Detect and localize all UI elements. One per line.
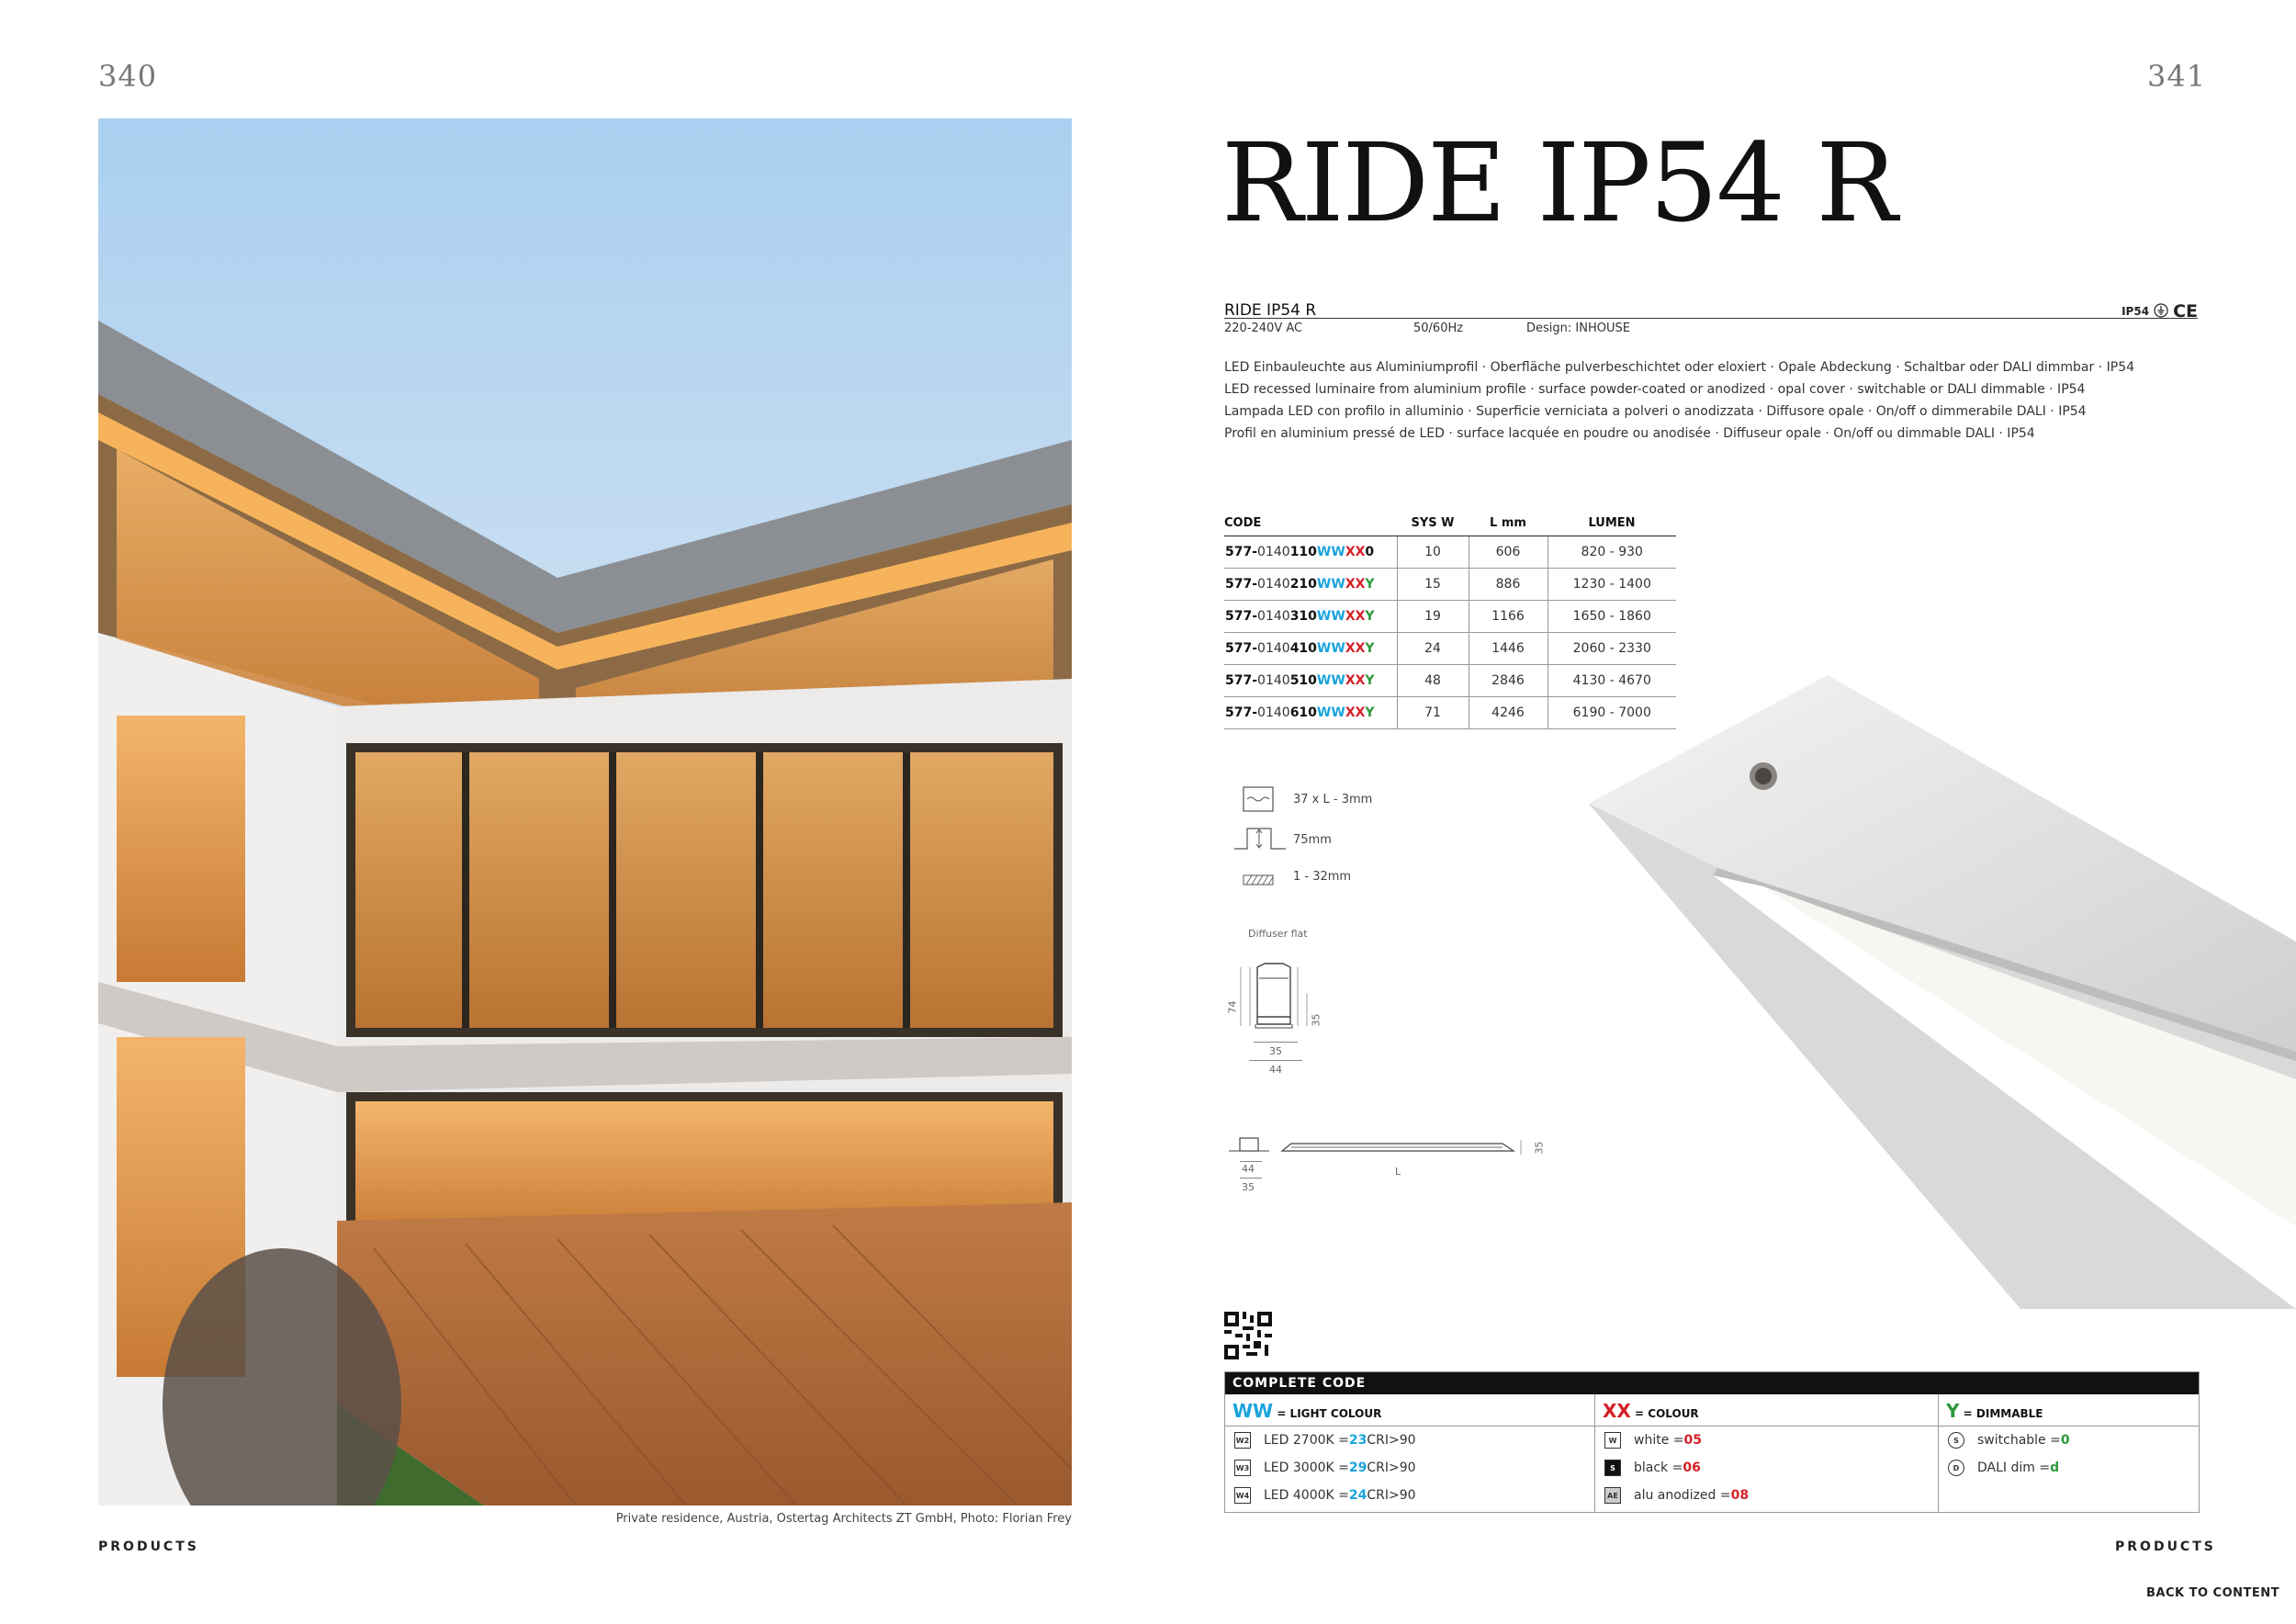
list-item: S switchable = 0: [1939, 1427, 2199, 1454]
list-item: AE alu anodized = 08: [1595, 1482, 1938, 1509]
list-item: W3 LED 3000K = 29 CRI>90: [1235, 1460, 1416, 1475]
list-item: W2 LED 2700K = 23 CRI>90: [1235, 1433, 1416, 1448]
length-cell: 886: [1469, 569, 1548, 601]
lumen-cell: 2060 - 2330: [1548, 633, 1676, 665]
page-number-left: 340: [98, 59, 158, 94]
list-item: D DALI dim = d: [1939, 1454, 2199, 1482]
description-fr: Profil en aluminium pressé de LED · surface lacquée en poudre ou anodisée · Diffuseur opale · On/off ou dimmable DALI · IP54: [1224, 426, 2035, 441]
lumen-cell: 820 - 930: [1548, 536, 1676, 569]
dim-length-L: L: [1395, 1166, 1401, 1178]
dim-height-35: 35: [1310, 1013, 1322, 1027]
certifications: [2122, 301, 2198, 321]
colour-options: [1595, 1426, 1938, 1509]
ce-mark: CE: [2173, 301, 2198, 321]
length-cell: 2846: [1469, 665, 1548, 697]
light-colour-title: WW = LIGHT COLOUR: [1232, 1400, 1382, 1422]
switchable-icon: S: [1948, 1432, 1964, 1449]
light-colour-column: [1225, 1394, 1595, 1512]
dimmable-title: Y = DIMMABLE: [1946, 1400, 2043, 1422]
w4-icon: W4: [1234, 1487, 1251, 1504]
back-to-content-link[interactable]: BACK TO CONTENT: [2146, 1586, 2280, 1600]
header-code: CODE: [1224, 513, 1397, 536]
code-cell: 577-0140110WWXX0: [1224, 536, 1397, 569]
length-cell: 1166: [1469, 601, 1548, 633]
table-row: [1224, 536, 1676, 569]
watt-cell: 71: [1397, 697, 1469, 729]
list-item: W white = 05: [1595, 1427, 1938, 1454]
watt-cell: 19: [1397, 601, 1469, 633]
watt-cell: 10: [1397, 536, 1469, 569]
colour-column: [1595, 1394, 1939, 1512]
dim-side-35: 35: [1533, 1141, 1546, 1155]
list-item: S black = 06: [1595, 1454, 1938, 1482]
length-cell: 4246: [1469, 697, 1548, 729]
dim-line-side-44: [1240, 1161, 1262, 1162]
spec-voltage: 220-240V AC: [1224, 321, 1303, 335]
description-it: Lampada LED con profilo in alluminio · Superficie verniciata a polveri o anodizzata · Diffusore opale · On/off o dimmerabile DALI · IP54: [1224, 404, 2087, 419]
product-name: RIDE IP54 R: [1224, 301, 1317, 320]
watt-cell: 15: [1397, 569, 1469, 601]
code-cell: 577-0140410WWXXY: [1224, 633, 1397, 665]
complete-code-box: [1224, 1371, 2200, 1513]
page-number-right: 341: [2147, 59, 2207, 94]
architecture-photo: [98, 118, 1072, 1506]
table-row: [1224, 633, 1676, 665]
footer-left: PRODUCTS: [98, 1539, 199, 1554]
product-descriptions: [1224, 356, 2134, 445]
length-cell: 606: [1469, 536, 1548, 569]
dim-width-44: 44: [1269, 1064, 1282, 1076]
luminaire-product-image: [1589, 666, 2296, 1327]
table-row: [1224, 601, 1676, 633]
code-cell: 577-0140210WWXXY: [1224, 569, 1397, 601]
earth-icon: [2154, 303, 2168, 321]
spec-design: Design: INHOUSE: [1526, 321, 1630, 335]
ceiling-thickness-icon: [1243, 872, 1274, 889]
lumen-cell: 1230 - 1400: [1548, 569, 1676, 601]
black-swatch-icon: S: [1604, 1460, 1621, 1476]
header-length: L mm: [1469, 513, 1548, 536]
code-cell: 577-0140310WWXXY: [1224, 601, 1397, 633]
alu-swatch-icon: AE: [1604, 1487, 1621, 1504]
colour-title: XX = COLOUR: [1603, 1400, 1699, 1422]
side-view-drawing: [1227, 1134, 1539, 1166]
qr-code[interactable]: [1224, 1312, 1272, 1363]
ceiling-thickness: 1 - 32mm: [1293, 870, 1352, 884]
lumen-cell: 1650 - 1860: [1548, 601, 1676, 633]
complete-code-title: COMPLETE CODE: [1225, 1372, 2199, 1394]
description-en: LED recessed luminaire from aluminium profile · surface powder-coated or anodized · opal cover · switchable or DALI dimmable · IP54: [1224, 382, 2086, 397]
table-row: [1224, 569, 1676, 601]
list-item: W4 LED 4000K = 24 CRI>90: [1235, 1488, 1416, 1503]
white-swatch-icon: W: [1604, 1432, 1621, 1449]
dim-line-44: [1249, 1060, 1302, 1061]
w2-icon: W2: [1234, 1432, 1251, 1449]
dimmable-options: [1939, 1426, 2199, 1482]
cutout-size: 37 x L - 3mm: [1293, 793, 1373, 806]
lumen-cell: 4130 - 4670: [1548, 665, 1676, 697]
recess-depth-icon: [1232, 825, 1288, 860]
code-cell: 577-0140610WWXXY: [1224, 697, 1397, 729]
dim-side-35b: 35: [1242, 1181, 1255, 1193]
dimmable-column: [1939, 1394, 2199, 1512]
dim-side-44: 44: [1242, 1163, 1255, 1175]
ip-rating: IP54: [2122, 305, 2150, 318]
watt-cell: 48: [1397, 665, 1469, 697]
diffuser-label: Diffuser flat: [1248, 928, 1308, 940]
watt-cell: 24: [1397, 633, 1469, 665]
cutout-icon: [1243, 786, 1274, 816]
dim-line-35: [1254, 1042, 1298, 1043]
dim-line-side-35b: [1240, 1178, 1262, 1179]
lumen-cell: 6190 - 7000: [1548, 697, 1676, 729]
length-cell: 1446: [1469, 633, 1548, 665]
photo-caption: Private residence, Austria, Ostertag Architects ZT GmbH, Photo: Florian Frey: [615, 1512, 1072, 1526]
dim-width-35: 35: [1269, 1045, 1282, 1057]
recess-depth: 75mm: [1293, 833, 1332, 847]
description-de: LED Einbauleuchte aus Aluminiumprofil · Oberfläche pulverbeschichtet oder eloxiert · Opale Abdeckung · Schaltbar oder DALI dimmbar · IP54: [1224, 360, 2135, 375]
header-lumen: LUMEN: [1548, 513, 1676, 536]
header-sys-w: SYS W: [1397, 513, 1469, 536]
product-header: [1224, 301, 2198, 319]
dali-icon: D: [1948, 1460, 1964, 1476]
light-colour-options: [1225, 1426, 1594, 1509]
dim-height-74: 74: [1226, 1000, 1239, 1014]
code-cell: 577-0140510WWXXY: [1224, 665, 1397, 697]
spec-frequency: 50/60Hz: [1413, 321, 1464, 335]
page-title: RIDE IP54 R: [1221, 119, 1896, 246]
footer-right: PRODUCTS: [2115, 1539, 2216, 1554]
w3-icon: W3: [1234, 1460, 1251, 1476]
